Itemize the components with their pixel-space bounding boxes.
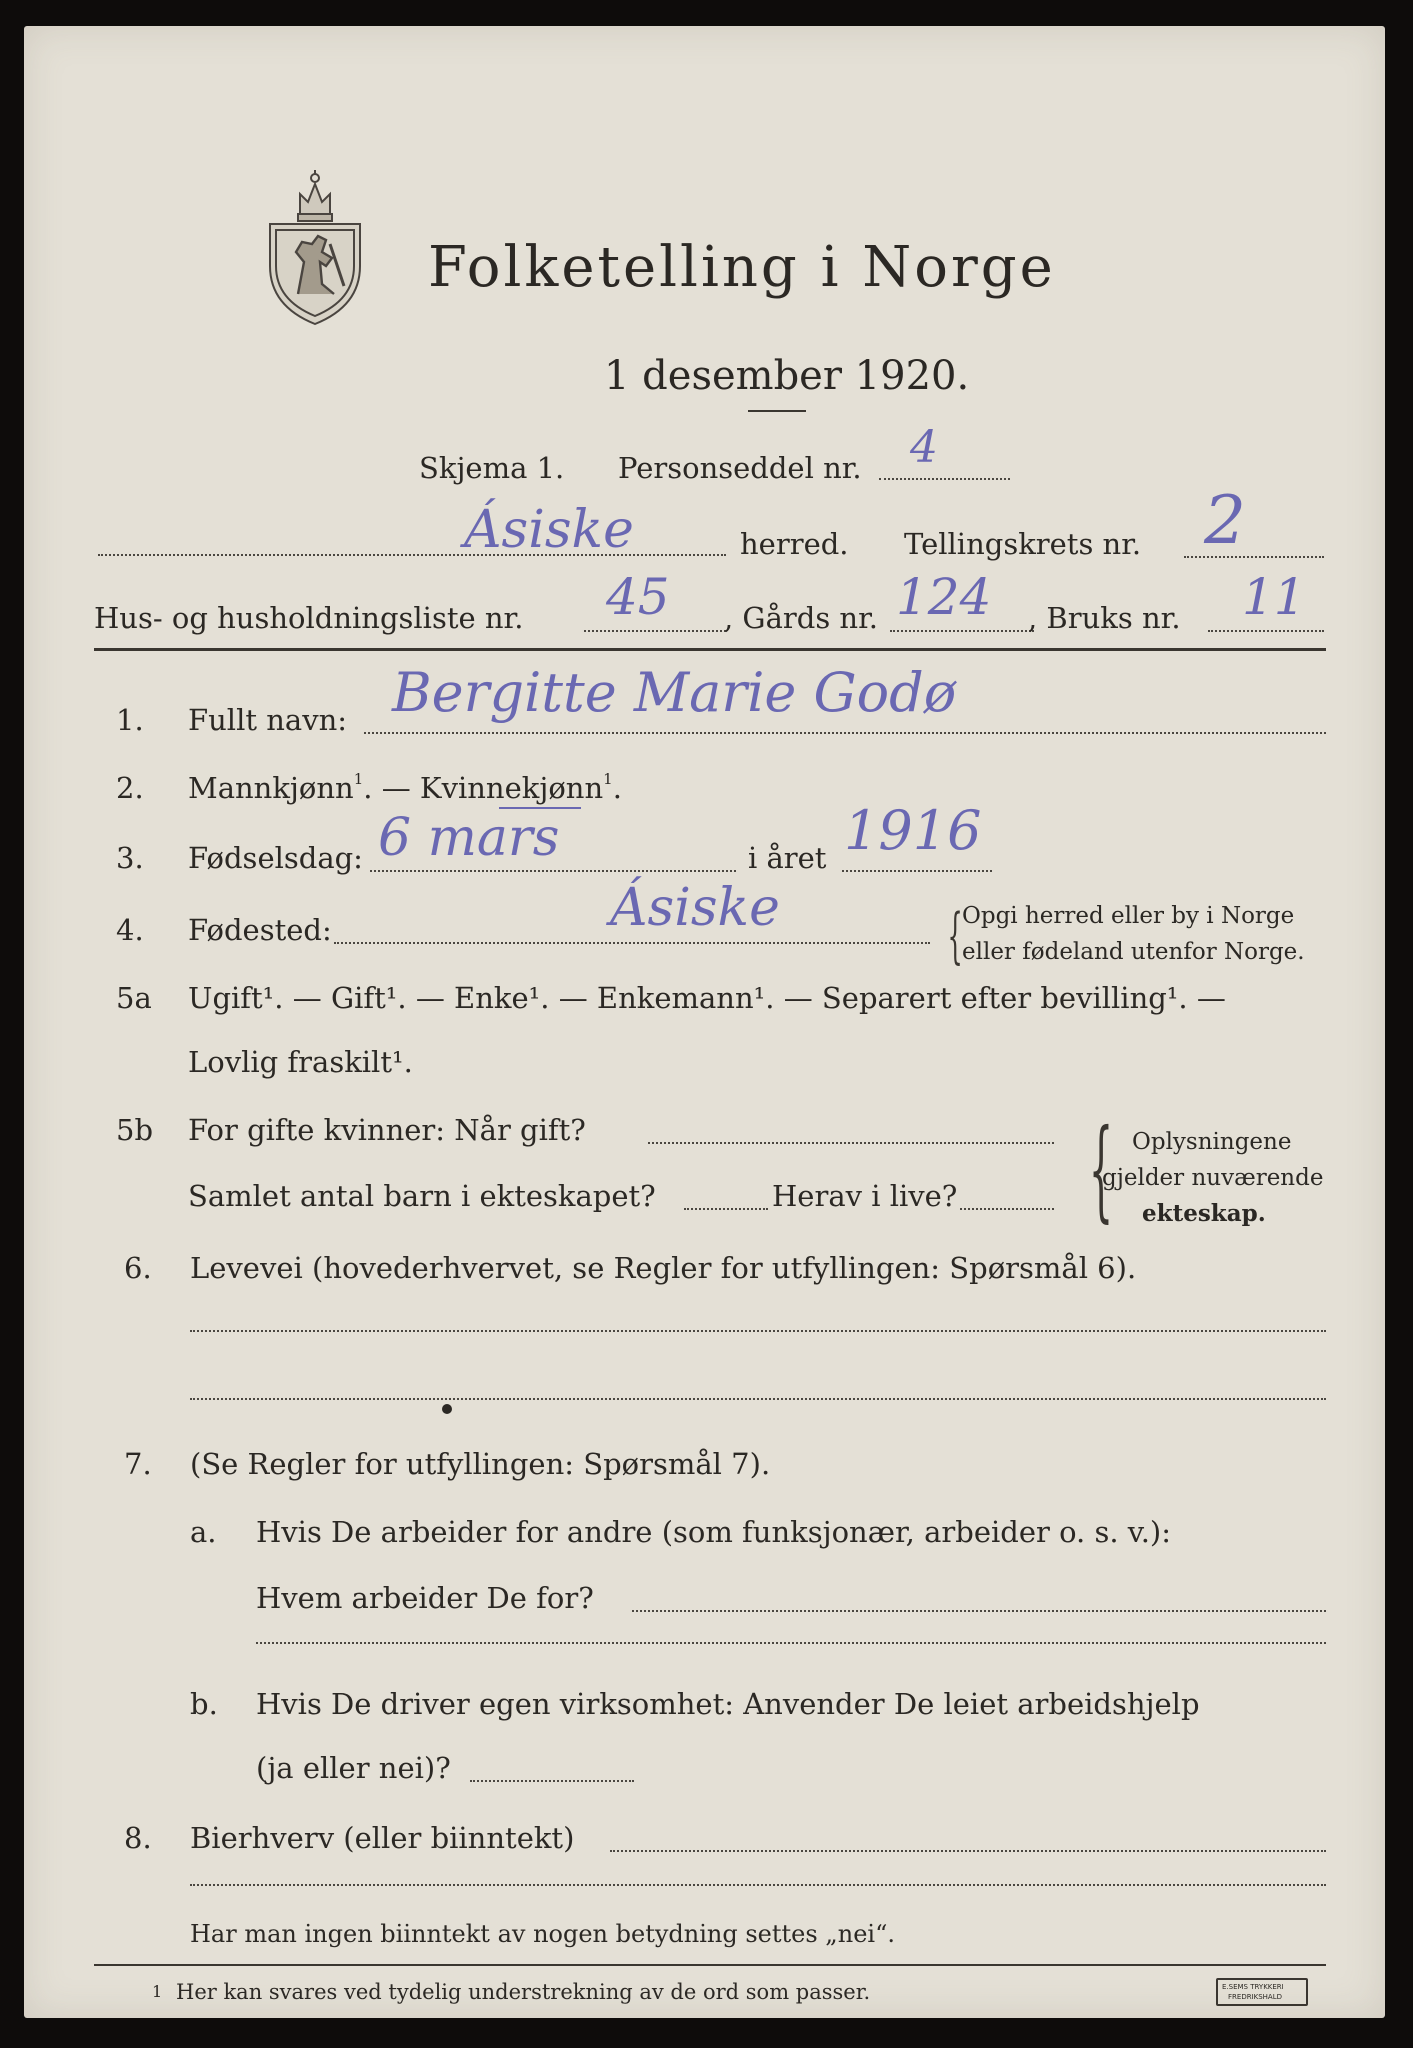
q6-line-2	[190, 1398, 1326, 1400]
husholdningsliste-value[interactable]: 45	[606, 568, 670, 626]
personseddel-value[interactable]: 4	[910, 422, 938, 473]
q1-label: Fullt navn:	[188, 703, 348, 737]
q5a-marital-options-2[interactable]: Lovlig fraskilt¹.	[188, 1045, 413, 1079]
q7b-number: b.	[190, 1687, 218, 1721]
form-date: 1 desember 1920.	[604, 353, 970, 399]
bruks-line	[1208, 630, 1324, 632]
printer-stamp	[1216, 1978, 1308, 2006]
q4-line	[334, 942, 930, 944]
q1-full-name-value[interactable]: Bergitte Marie Godø	[392, 661, 957, 724]
q1-number: 1.	[116, 703, 144, 737]
q4-birthplace-value[interactable]: Ásiske	[610, 878, 780, 938]
ink-blot	[442, 1404, 452, 1414]
gards-value[interactable]: 124	[896, 568, 992, 626]
skjema-label: Skjema 1.	[419, 451, 565, 485]
bruks-value[interactable]: 11	[1242, 568, 1306, 626]
q5b-note-line-3: ekteskap.	[1142, 1200, 1266, 1227]
herred-value[interactable]: Ásiske	[464, 500, 634, 560]
q7a-number: a.	[190, 1515, 217, 1549]
husholdningsliste-line	[584, 630, 726, 632]
q5a-marital-options[interactable]: Ugift¹. — Gift¹. — Enke¹. — Enkemann¹. — Separert efter bevilling¹. —	[188, 981, 1226, 1015]
q8-note: Har man ingen biinntekt av nogen betydning settes „nei“.	[190, 1920, 895, 1948]
printer-stamp-line-1: E.SEMS TRYKKERI	[1222, 1983, 1284, 1991]
q7a-employer-line-2	[256, 1642, 1326, 1644]
personseddel-label: Personseddel nr.	[618, 451, 862, 485]
q1-line	[364, 732, 1326, 734]
q7b-hired-help-label: (ja eller nei)?	[256, 1751, 451, 1785]
q2-number: 2.	[116, 771, 144, 805]
q7b-hired-help-line	[470, 1780, 634, 1782]
title-divider	[748, 410, 806, 412]
q4-number: 4.	[116, 913, 144, 947]
q5a-number: 5a	[116, 981, 152, 1015]
q6-line-1	[190, 1330, 1326, 1332]
q7-number: 7.	[124, 1447, 152, 1481]
personseddel-line	[879, 478, 1010, 480]
q3-year-label: i året	[748, 841, 827, 875]
q5b-note-line-2: gjelder nuværende	[1102, 1165, 1324, 1191]
q6-number: 6.	[124, 1251, 152, 1285]
footnote-text: Her kan svares ved tydelig understrekning av de ord som passer.	[176, 1980, 871, 2004]
q5b-children-line	[684, 1208, 768, 1210]
q3-year-line	[842, 870, 992, 872]
census-form-sheet	[24, 26, 1385, 2018]
gards-label: , Gårds nr.	[724, 601, 878, 635]
q8-text: Bierhverv (eller biinntekt)	[190, 1821, 575, 1855]
q2-gender-options	[188, 770, 622, 805]
q3-line	[370, 870, 736, 872]
q7b-text: Hvis De driver egen virksomhet: Anvender De leiet arbeidshjelp	[256, 1687, 1200, 1721]
q2-footnote-mark-a: 1	[353, 770, 364, 788]
q5b-married-date-label: For gifte kvinner: Når gift?	[188, 1113, 586, 1147]
q3-year-value[interactable]: 1916	[844, 799, 982, 862]
q5b-note-brace: {	[1088, 1105, 1114, 1233]
gards-line	[890, 630, 1034, 632]
q2-period: .	[612, 771, 622, 805]
q6-text: Levevei (hovederhvervet, se Regler for utfyllingen: Spørsmål 6).	[190, 1251, 1137, 1285]
q3-birthday-value[interactable]: 6 mars	[378, 808, 560, 868]
q8-line-1	[610, 1850, 1326, 1852]
q2-footnote-mark-b: 1	[603, 770, 613, 788]
printer-stamp-line-2: FREDRIKSHALD	[1228, 1993, 1283, 2001]
q8-number: 8.	[124, 1821, 152, 1855]
q7a-text: Hvis De arbeider for andre (som funksjonær, arbeider o. s. v.):	[256, 1515, 1172, 1549]
q7a-employer-line	[632, 1610, 1326, 1612]
q5b-number: 5b	[116, 1113, 154, 1147]
q4-note-line-1: Opgi herred eller by i Norge	[962, 903, 1295, 929]
q8-line-2	[190, 1884, 1326, 1886]
tellingskrets-label: Tellingskrets nr.	[904, 527, 1142, 561]
q3-number: 3.	[116, 841, 144, 875]
q7a-employer-label: Hvem arbeider De for?	[256, 1581, 594, 1615]
q5b-alive-line	[960, 1208, 1054, 1210]
header-divider	[94, 648, 1326, 651]
q2-option-kvinne[interactable]: . — Kvinnekjønn	[363, 771, 604, 805]
q4-label: Fødested:	[188, 913, 332, 947]
q5b-children-label: Samlet antal barn i ekteskapet?	[188, 1179, 656, 1213]
q5b-married-date-line	[648, 1142, 1054, 1144]
q5b-note-line-1: Oplysningene	[1132, 1129, 1292, 1155]
form-title: Folketelling i Norge	[428, 235, 1056, 300]
norwegian-coat-of-arms-icon	[260, 166, 370, 326]
herred-label: herred.	[740, 527, 849, 561]
q7-text: (Se Regler for utfyllingen: Spørsmål 7).	[190, 1447, 771, 1481]
footer-divider	[94, 1964, 1326, 1966]
husholdningsliste-label: Hus- og husholdningsliste nr.	[94, 601, 524, 635]
footnote-mark: 1	[152, 1982, 163, 2001]
q3-label: Fødselsdag:	[188, 841, 363, 875]
q4-note-line-2: eller fødeland utenfor Norge.	[962, 939, 1305, 965]
q4-note-brace: {	[947, 901, 963, 971]
bruks-label: , Bruks nr.	[1028, 601, 1181, 635]
q5b-alive-label: Herav i live?	[772, 1179, 958, 1213]
q2-option-mann[interactable]: Mannkjønn	[188, 771, 354, 805]
tellingskrets-value[interactable]: 2	[1204, 482, 1246, 559]
